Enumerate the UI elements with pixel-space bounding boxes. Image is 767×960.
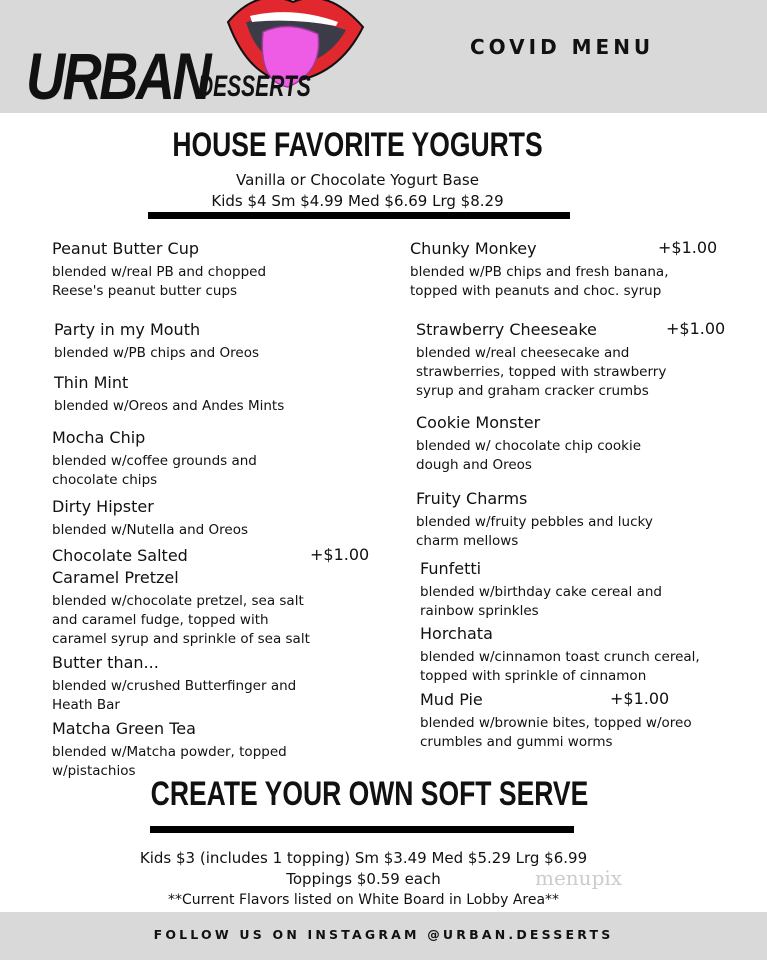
menu-item-description: blended w/birthday cake cereal and rainbow sprinkles xyxy=(420,584,662,619)
menu-item-description: blended w/ chocolate chip cookie dough and Oreos xyxy=(416,438,642,473)
menu-item-description: blended w/cinnamon toast crunch cereal, topped with sprinkle of cinnamon xyxy=(420,649,700,684)
menu-item-description: blended w/fruity pebbles and lucky charm mellows xyxy=(416,514,653,549)
menu-item-name: Fruity Charms xyxy=(416,489,528,508)
menu-item-description: blended w/PB chips and Oreos xyxy=(54,345,259,361)
divider xyxy=(150,826,574,833)
menu-item-description: blended w/chocolate pretzel, sea salt and caramel fudge, topped with caramel syrup and sprinkle of sea salt xyxy=(52,593,310,647)
menu-item xyxy=(420,623,700,686)
footer-band xyxy=(0,912,767,960)
menu-item-name: Matcha Green Tea xyxy=(52,719,196,738)
menu-item-name: Chocolate Salted Caramel Pretzel xyxy=(52,546,188,587)
menu-item xyxy=(416,319,726,401)
menu-item xyxy=(410,238,718,301)
menu-item-description: blended w/coffee grounds and chocolate chips xyxy=(52,453,257,488)
menu-item xyxy=(52,718,287,781)
menu-item-name: Dirty Hipster xyxy=(52,497,154,516)
menu-item-description: blended w/Oreos and Andes Mints xyxy=(54,398,285,414)
menu-item xyxy=(420,558,662,621)
menu-item xyxy=(52,652,296,715)
menu-item xyxy=(416,488,653,551)
menu-item-description: blended w/Matcha powder, topped w/pistachios xyxy=(52,744,287,779)
flavors-note: **Current Flavors listed on White Board in Lobby Area** xyxy=(167,892,560,908)
toppings-price: Toppings $0.59 each xyxy=(286,870,441,888)
menu-item-surcharge: +$1.00 xyxy=(658,238,718,257)
menu-item-description: blended w/Nutella and Oreos xyxy=(52,522,248,538)
menu-item-description: blended w/real PB and chopped Reese's peanut butter cups xyxy=(52,264,267,299)
soft-serve-heading: CREATE YOUR OWN SOFT SERVE xyxy=(150,775,589,813)
menu-item xyxy=(52,496,248,540)
menu-item xyxy=(420,689,692,752)
menu-item-description: blended w/PB chips and fresh banana, topped with peanuts and choc. syrup xyxy=(410,264,669,299)
urban-desserts-logo: URBAN DESSERTS xyxy=(22,0,352,110)
yogurts-heading: HOUSE FAVORITE YOGURTS xyxy=(172,126,543,164)
menu-item-description: blended w/crushed Butterfinger and Heath Bar xyxy=(52,678,297,713)
menu-item xyxy=(54,372,284,416)
menu-item-name: Strawberry Cheeseake xyxy=(416,320,597,339)
menu-item xyxy=(52,427,257,490)
menu-item xyxy=(54,319,259,363)
menu-item-surcharge: +$1.00 xyxy=(610,689,670,708)
yogurt-base: Vanilla or Chocolate Yogurt Base xyxy=(236,171,479,189)
menu-item xyxy=(52,545,370,649)
yogurt-prices: Kids $4 Sm $4.99 Med $6.69 Lrg $8.29 xyxy=(211,192,504,210)
menu-item-name: Butter than... xyxy=(52,653,159,672)
soft-serve-prices: Kids $3 (includes 1 topping) Sm $3.49 Med $5.29 Lrg $6.99 xyxy=(139,849,588,867)
menu-item-surcharge: +$1.00 xyxy=(666,319,726,338)
menu-item-description: blended w/real cheesecake and strawberries, topped with strawberry syrup and graham cracker crumbs xyxy=(416,345,667,399)
watermark: menupix xyxy=(535,866,623,890)
menu-item xyxy=(52,238,266,301)
instagram-link[interactable]: FOLLOW US ON INSTAGRAM @URBAN.DESSERTS xyxy=(153,927,614,942)
menu-item-name: Funfetti xyxy=(420,559,482,578)
menu-item-name: Mocha Chip xyxy=(52,428,146,447)
menu-title: COVID MENU xyxy=(470,35,655,59)
menu-item-description: blended w/brownie bites, topped w/oreo crumbles and gummi worms xyxy=(420,715,692,750)
menu-item-name: Chunky Monkey xyxy=(410,239,537,258)
header-band xyxy=(0,0,767,113)
menu-item-name: Party in my Mouth xyxy=(54,320,201,339)
menu-item-surcharge: +$1.00 xyxy=(310,545,370,564)
divider xyxy=(148,212,570,219)
menu-item-name: Horchata xyxy=(420,624,493,643)
menu-item-name: Thin Mint xyxy=(54,373,129,392)
menu-item xyxy=(416,412,641,475)
menu-item-name: Mud Pie xyxy=(420,690,483,709)
menu-item-name: Peanut Butter Cup xyxy=(52,239,200,258)
menu-item-name: Cookie Monster xyxy=(416,413,541,432)
